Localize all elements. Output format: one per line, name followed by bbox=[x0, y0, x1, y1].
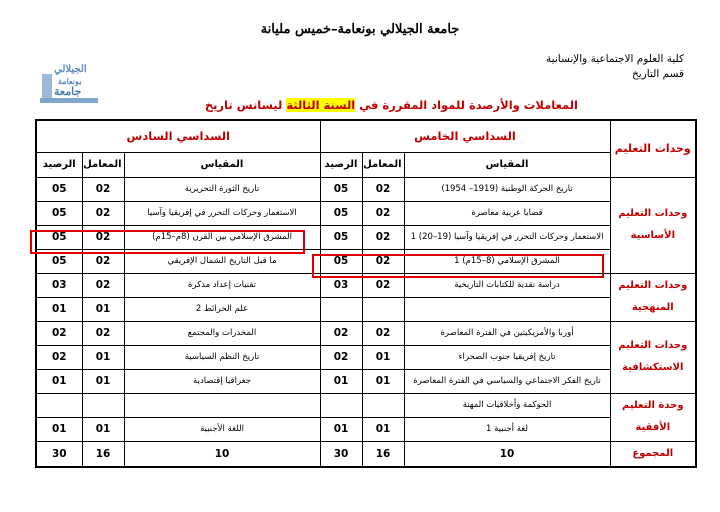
s5-total-coef: 16 bbox=[362, 441, 404, 467]
s6-module: جغرافيا إقتصادية bbox=[124, 369, 320, 393]
s5-credit: 05 bbox=[320, 201, 362, 225]
s6-credit: 03 bbox=[36, 273, 82, 297]
s6-credit: 05 bbox=[36, 225, 82, 249]
s5-credit: 03 bbox=[320, 273, 362, 297]
logo-text-big: جامعة bbox=[54, 85, 82, 98]
table-row bbox=[36, 321, 696, 345]
university-logo bbox=[36, 60, 102, 106]
s6-module: تقنيات إعداد مذكرة bbox=[124, 273, 320, 297]
table-row bbox=[36, 417, 696, 441]
table-row bbox=[36, 177, 696, 201]
s5-module: الاستعمار وحركات التحرر في إفريقيا وآسيا (19–20) 1 bbox=[404, 225, 610, 249]
s6-coef: 01 bbox=[82, 417, 124, 441]
table-row bbox=[36, 225, 696, 249]
s5-credit: 02 bbox=[320, 321, 362, 345]
s6-coef: 01 bbox=[82, 369, 124, 393]
s5-coef: 02 bbox=[362, 249, 404, 273]
table-row bbox=[36, 297, 696, 321]
table-row bbox=[36, 345, 696, 369]
s6-coef: 02 bbox=[82, 249, 124, 273]
s6-module: علم الخرائط 2 bbox=[124, 297, 320, 321]
s5-module: قضايا عربية معاصرة bbox=[404, 201, 610, 225]
s5-credit: 02 bbox=[320, 345, 362, 369]
s5-module: المشرق الإسلامي (8–15م) 1 bbox=[404, 249, 610, 273]
s5-coef bbox=[362, 393, 404, 417]
s6-credit: 05 bbox=[36, 201, 82, 225]
s5-coef bbox=[362, 297, 404, 321]
s6-coef-col: المعامل bbox=[82, 152, 124, 177]
s5-coef: 02 bbox=[362, 321, 404, 345]
subtitle-part-1: المعاملات والأرصدة للمواد المقررة في bbox=[355, 98, 578, 112]
s6-coef: 02 bbox=[82, 321, 124, 345]
s6-credit: 01 bbox=[36, 369, 82, 393]
s6-module: تاريخ الثورة التحريرية bbox=[124, 177, 320, 201]
s6-total-coef: 16 bbox=[82, 441, 124, 467]
s5-module: لغة أجنبية 1 bbox=[404, 417, 610, 441]
s6-module: المشرق الإسلامي بين القرن (8م–15م) bbox=[124, 225, 320, 249]
s5-credit-col: الرصيد bbox=[320, 152, 362, 177]
table-row bbox=[36, 393, 696, 417]
header-row-2 bbox=[36, 152, 696, 177]
s5-credit bbox=[320, 393, 362, 417]
s6-module: تاريخ النظم السياسية bbox=[124, 345, 320, 369]
courses-table bbox=[35, 119, 697, 468]
s6-module bbox=[124, 393, 320, 417]
s6-credit: 01 bbox=[36, 297, 82, 321]
header-row-1 bbox=[36, 120, 696, 152]
faculty-block bbox=[546, 52, 684, 82]
department-name: قسم التاريخ bbox=[632, 68, 684, 80]
s6-module: اللغة الأجنبية bbox=[124, 417, 320, 441]
logo-text-mid: بونعامة bbox=[58, 76, 82, 86]
s5-coef: 02 bbox=[362, 273, 404, 297]
s6-coef: 02 bbox=[82, 177, 124, 201]
s6-credit: 02 bbox=[36, 321, 82, 345]
semester5-header: السداسي الخامس bbox=[320, 120, 610, 152]
s5-coef: 02 bbox=[362, 201, 404, 225]
s6-total-module: 10 bbox=[124, 441, 320, 467]
s5-total-credit: 30 bbox=[320, 441, 362, 467]
s5-credit: 05 bbox=[320, 225, 362, 249]
s5-credit: 01 bbox=[320, 417, 362, 441]
s6-coef: 02 bbox=[82, 201, 124, 225]
s6-credit: 05 bbox=[36, 249, 82, 273]
table-row bbox=[36, 273, 696, 297]
s5-credit: 05 bbox=[320, 177, 362, 201]
s5-coef: 01 bbox=[362, 369, 404, 393]
units-header: وحدات التعليم bbox=[610, 120, 696, 177]
table-row bbox=[36, 249, 696, 273]
s5-coef: 01 bbox=[362, 417, 404, 441]
s5-module: تاريخ إفريقيا جنوب الصحراء bbox=[404, 345, 610, 369]
s6-credit bbox=[36, 393, 82, 417]
s6-coef: 02 bbox=[82, 225, 124, 249]
s6-total-credit: 30 bbox=[36, 441, 82, 467]
s6-module: المخدرات والمجتمع bbox=[124, 321, 320, 345]
s5-coef: 02 bbox=[362, 225, 404, 249]
s5-credit bbox=[320, 297, 362, 321]
unit-methodological: وحدات التعليم المنهجية bbox=[610, 273, 696, 321]
s6-credit: 01 bbox=[36, 417, 82, 441]
s6-module: ما قبل التاريخ الشمال الإفريقي bbox=[124, 249, 320, 273]
s6-coef: 01 bbox=[82, 297, 124, 321]
subtitle-highlight: السنة الثالثة bbox=[286, 98, 356, 112]
s5-total-module: 10 bbox=[404, 441, 610, 467]
s5-module: دراسة نقدية للكتابات التاريخية bbox=[404, 273, 610, 297]
s6-credit-col: الرصيد bbox=[36, 152, 82, 177]
s5-coef: 01 bbox=[362, 345, 404, 369]
s5-module: تاريخ الحركة الوطنية (1919– 1954) bbox=[404, 177, 610, 201]
s5-coef: 02 bbox=[362, 177, 404, 201]
unit-discovery: وحدات التعليم الاستكشافية bbox=[610, 321, 696, 393]
table-row bbox=[36, 369, 696, 393]
unit-fundamental: وحدات التعليم الأساسية bbox=[610, 177, 696, 273]
university-title: جامعة الجيلالي بونعامة–خميس مليانة bbox=[260, 22, 460, 37]
faculty-name: كلية العلوم الاجتماعية والإنسانية bbox=[546, 53, 684, 65]
s5-coef-col: المعامل bbox=[362, 152, 404, 177]
unit-total: المجموع bbox=[610, 441, 696, 467]
s6-coef: 01 bbox=[82, 345, 124, 369]
s6-credit: 05 bbox=[36, 177, 82, 201]
semester6-header: السداسي السادس bbox=[36, 120, 320, 152]
s5-module-col: المقياس bbox=[404, 152, 610, 177]
logo-text-top: الجيلالي bbox=[54, 64, 87, 75]
table-row bbox=[36, 201, 696, 225]
s5-module: تاريخ الفكر الاجتماعي والسياسي في الفترة المعاصرة bbox=[404, 369, 610, 393]
s6-module-col: المقياس bbox=[124, 152, 320, 177]
s5-credit: 05 bbox=[320, 249, 362, 273]
subtitle-part-2: ليسانس تاريخ bbox=[204, 98, 287, 112]
s6-credit: 02 bbox=[36, 345, 82, 369]
document-subtitle bbox=[205, 98, 578, 112]
s5-module bbox=[404, 297, 610, 321]
s6-coef: 02 bbox=[82, 273, 124, 297]
s5-module: أوربا والأمريكيتين في الفترة المعاصرة bbox=[404, 321, 610, 345]
unit-transversal: وحدة التعليم الأفقية bbox=[610, 393, 696, 441]
s6-coef bbox=[82, 393, 124, 417]
s6-module: الاستعمار وحركات التحرر في إفريقيا وآسيا bbox=[124, 201, 320, 225]
s5-credit: 01 bbox=[320, 369, 362, 393]
s5-module: الحوكمة وأخلاقيات المهنة bbox=[404, 393, 610, 417]
total-row bbox=[36, 441, 696, 467]
